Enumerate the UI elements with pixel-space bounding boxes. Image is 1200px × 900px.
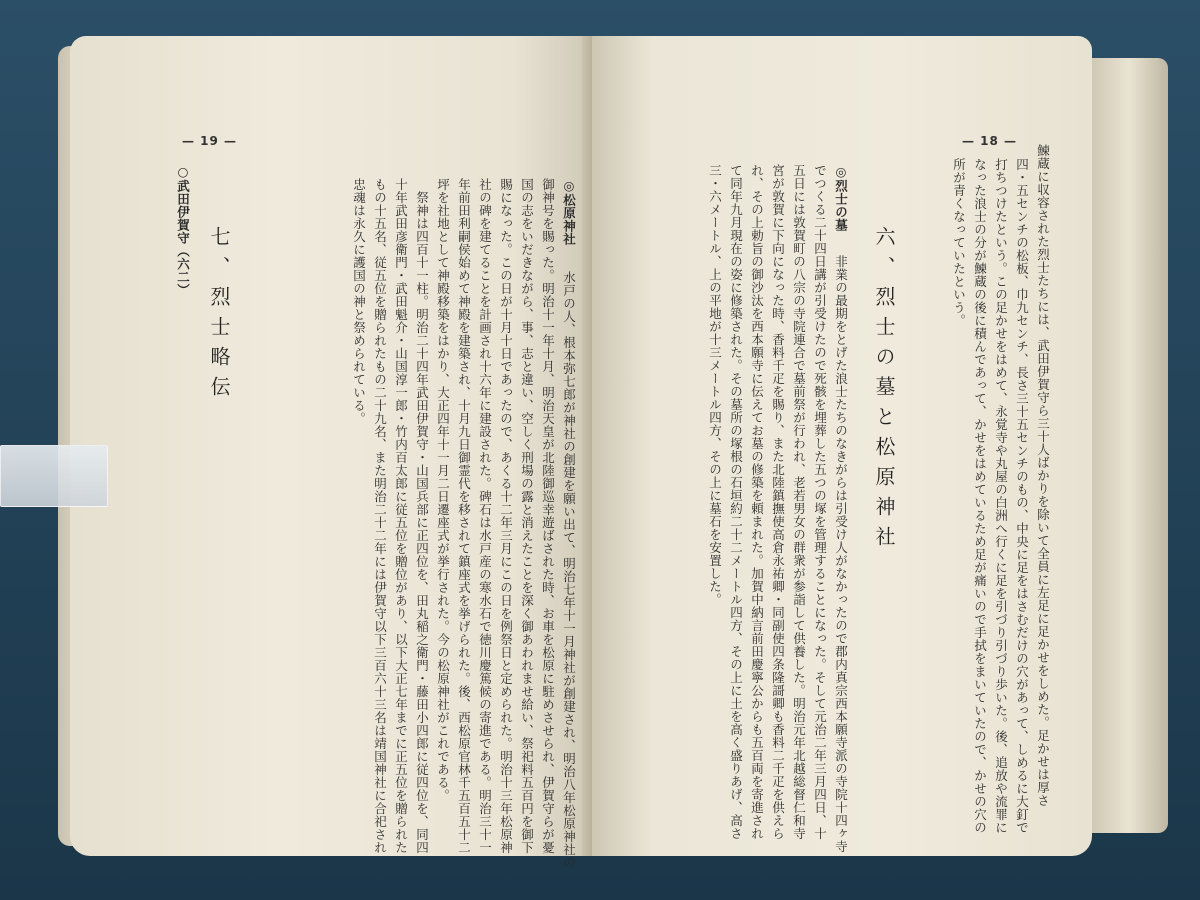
open-book: [60, 18, 1110, 883]
text-line: でつくる二十四日講が引受けたので死骸を埋葬した五つの塚を管理することになった。そして元治二年三月四日、十: [812, 164, 828, 840]
text-line: て同年九月現在の姿に修築された。その墓所の塚根の石垣約二十二メートル四方、その上に土を高く盛りあげ、高さ: [728, 164, 744, 840]
section-label-matsubara-shrine: ◎松原神社: [561, 178, 577, 246]
text-line: なった浪士の分が鰊蔵の後に積んであって、かせをはめているため足が痛いので手拭をまいていたので、かせの穴の: [972, 158, 988, 834]
text-line: 五日には敦賀町の八宗の寺院連合で墓前祭が行われ、老若男女の群衆が参詣して供養した。明治元年北越総督仁和寺: [791, 164, 807, 840]
text-line: 祭神は四百十一柱。明治二十四年武田伊賀守・山国兵部に正四位を、田丸稲之衛門・藤田小四郎に従四位を、同四: [414, 178, 430, 854]
text-line: 水戸の人、根本弥七郎が神社の創建を願い出て、明治七年十一月神社が創建され、明治八年松原神社の: [561, 258, 577, 869]
text-line: 三・六メートル、上の平地が十三メートル四方、その上に墓石を安置した。: [707, 164, 723, 606]
text-line: 打ちつけたという。この足かせをはめて、永覚寺や丸屋の白洲へ行くに足を引づり引づり歩いた。後、追放や流罪に: [993, 158, 1009, 834]
text-line: 坪を社地として神殿移築をはかり、大正四年十一月二日遷座式が挙行された。今の松原神社がこれである。: [435, 178, 451, 802]
text-line: 十年武田彦衛門・武田魁介・山国淳一郎・竹内百太郎に従五位を贈位があり、以下大正七年までに正五位を贈られた: [393, 178, 409, 854]
text-line: 四・五センチの松板、巾九センチ、長さ三十五センチのもの、中央に足をはさむだけの穴があって、しめるに大釘で: [1014, 158, 1030, 834]
text-line: 社の碑を建てることを計画され十六年に建設された。碑石は水戸産の寒水石で徳川慶篤候の寄進である。明治三十一: [477, 178, 493, 854]
page-number-18: — 18 —: [962, 134, 1018, 148]
text-line: 鰊蔵に収容された烈士たちには、武田伊賀守ら三十人ばかりを除いて全員に左足に足かせをしめた。足かせは厚さ: [1035, 144, 1051, 807]
text-line: 国の志をいだきながら、事、志と違い、空しく刑場の露と消えたことを深く御あわれませ給い、祭祀料五百円を御下: [519, 178, 535, 854]
chapter-heading-6: 六、烈士の墓と松原神社: [872, 226, 896, 556]
text-line: 御神号を賜った。明治十一年十月、明治天皇が北陸御巡幸遊ばされた時、お車を松原に駐めさせられ、伊賀守らが憂: [540, 178, 556, 854]
text-line: 非業の最期をとげた浪士たちのなきがらは引受け人がなかったので郡内真宗西本願寺派の寺院十四ヶ寺: [833, 242, 849, 853]
text-line: 宮が敦賀に下向になった時、香料千疋を賜り、また北陸鎮撫使高倉永祐卿・同副使四条隆謌卿も香料二千疋を供えら: [770, 164, 786, 840]
chapter-heading-7: 七、烈士略伝: [207, 226, 231, 406]
text-line: 所が青くなっていたという。: [951, 158, 967, 327]
plastic-clip-tab: [0, 445, 108, 507]
section-label-martyrs-graves: ◎烈士の墓: [833, 164, 849, 232]
page-number-19: — 19 —: [182, 134, 238, 148]
right-page-stack: [1090, 58, 1168, 833]
text-line: もの十五名、従五位を贈られたもの二十九名、また明治二十二年には伊賀守以下三百六十三名は靖国神社に合祀され: [372, 178, 388, 854]
text-line: 賜になった。この日が十月十日であったので、あくる十二年三月にこの日を例祭日と定められた。明治十三年松原神: [498, 178, 514, 854]
text-line: 年前田利嗣侯始めて神殿を建築され、十月九日御霊代を移されて鎮座式を挙げられた。後、西松原官林千五百五十二: [456, 178, 472, 854]
right-page: [592, 36, 1092, 856]
text-line: 忠魂は永久に護国の神と祭められている。: [351, 178, 367, 425]
text-line: れ、その上勅旨の御沙汰を西本願寺に伝えてお墓の修築を頼まれた。加賀中納言前田慶寧公からも五百両を寄進され: [749, 164, 765, 840]
person-heading: ○武田伊賀守（六二）: [175, 164, 191, 297]
left-page: [70, 36, 592, 869]
